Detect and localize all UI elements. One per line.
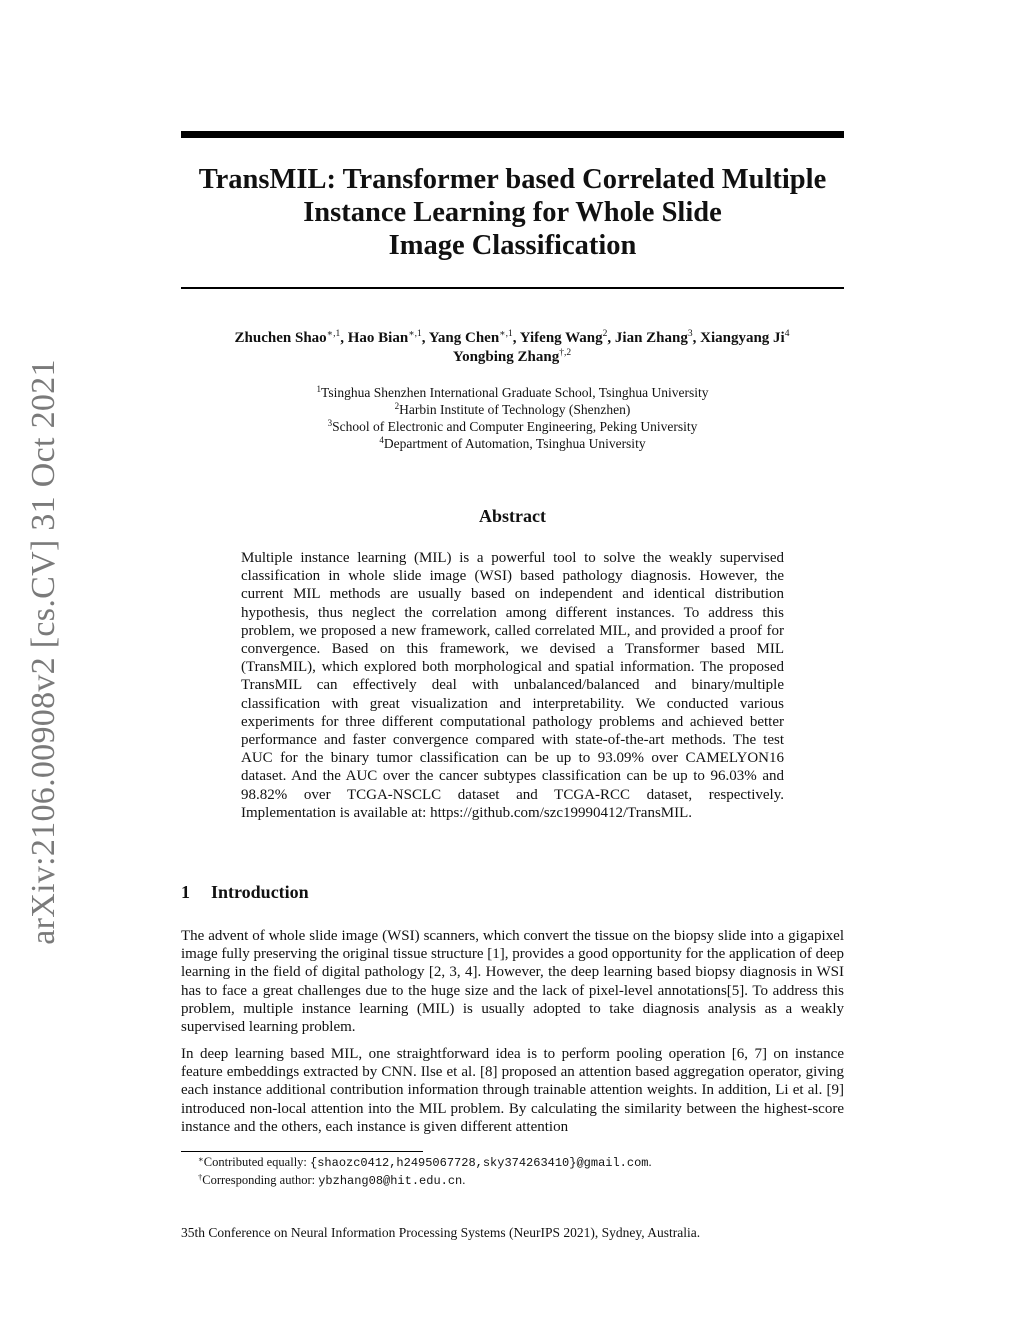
author-list bbox=[150, 329, 874, 367]
abstract-heading: Abstract bbox=[479, 506, 546, 526]
author-marker: 4 bbox=[784, 329, 790, 339]
intro-paragraph: In deep learning based MIL, one straightforward idea is to perform pooling operation [6, 7] on instance feature embeddings extracted by CNN. Ilse et al. [8] proposed an attention based aggregation operator, giving each instance additional contribution information through trainable attention weights. In addition, Li et al. [9] introduced non-local attention into the MIL problem. By calculating the similarity between the highest-score instance and the others, each instance is given different attention bbox=[181, 1046, 844, 1135]
author-marker: ∗,1 bbox=[326, 329, 341, 339]
affiliation: $^1$Tsinghua Shenzhen International Graduate School, Tsinghua University bbox=[316, 384, 709, 400]
title-top-rule bbox=[181, 131, 844, 138]
title-line-1: TransMIL: Transformer based Correlated Multiple bbox=[198, 164, 827, 195]
email-link[interactable]: ybzhang08@hit.edu.cn bbox=[318, 1174, 463, 1188]
email-link[interactable]: {shaozc0412,h2495067728,sky374263410}@gmail.com bbox=[310, 1156, 649, 1170]
section-number: 1 bbox=[181, 882, 190, 902]
author-name: Jian Zhang bbox=[614, 330, 688, 346]
affiliations bbox=[181, 384, 844, 452]
arxiv-id: arXiv:2106.00908v2 [cs.CV] 31 Oct 2021 bbox=[25, 359, 62, 945]
conference-note: 35th Conference on Neural Information Processing Systems (NeurIPS 2021), Sydney, Australia. bbox=[181, 1225, 701, 1240]
footnote-rule bbox=[181, 1151, 423, 1152]
affiliation: $^4$Department of Automation, Tsinghua University bbox=[379, 435, 646, 451]
title-line-2: Instance Learning for Whole Slide bbox=[303, 197, 722, 228]
author-name: Yongbing Zhang bbox=[452, 349, 560, 365]
author-line-1: Zhuchen Shao$^{∗,1}$, Hao Bian$^{∗,1}$, Yang Chen$^{∗,1}$, Yifeng Wang$^2$, Jian Zhang$^3$, Xiangyang Ji$^4$ bbox=[234, 329, 790, 346]
author-marker: ∗,1 bbox=[408, 329, 422, 339]
author-name: Yifeng Wang bbox=[519, 330, 603, 346]
abstract-text: Multiple instance learning (MIL) is a powerful tool to solve the weakly supervised classification in whole slide image (WSI) based pathology diagnosis. However, the current MIL methods are usually based on independent and identical distribution hypothesis, thus neglect the correlation among different instances. To address this problem, we proposed a new framework, called correlated MIL, and provided a proof for convergence. Based on this framework, we devised a Transformer based MIL (TransMIL), which explored both morphological and spatial information. The proposed TransMIL can effectively deal with unbalanced/balanced and binary/multiple classification with great visualization and interpretability. We conducted various experiments for three different computational pathology problems and achieved better performance and faster convergence compared with state-of-the-art methods. The test AUC for the binary tumor classification can be up to 93.09% over CAMELYON16 dataset. And the AUC over the cancer subtypes classification can be up to 96.03% and 98.82% over TCGA-NSCLC dataset and TCGA-RCC dataset, respectively. Implementation is available at: https://github.com/szc19990412/TransMIL. bbox=[241, 550, 784, 821]
paper-title bbox=[181, 163, 844, 262]
author-name: Hao Bian bbox=[347, 330, 409, 346]
author-marker: 2 bbox=[602, 329, 608, 339]
author-line-2 bbox=[150, 348, 874, 367]
author-marker: 3 bbox=[687, 329, 693, 339]
section-heading bbox=[181, 882, 309, 903]
affiliation: $^3$School of Electronic and Computer Engineering, Peking University bbox=[327, 418, 698, 434]
affiliation: $^2$Harbin Institute of Technology (Shenzhen) bbox=[394, 401, 631, 417]
title-bottom-rule bbox=[181, 287, 844, 289]
footnote: ∗Contributed equally: {shaozc0412,h2495067728,sky374263410}@gmail.com. bbox=[198, 1154, 652, 1170]
author-name: Zhuchen Shao bbox=[234, 330, 327, 346]
arxiv-stamp bbox=[18, 359, 70, 945]
author-name: Xiangyang Ji bbox=[700, 330, 785, 346]
author-marker: †,2 bbox=[559, 348, 572, 358]
intro-paragraph: The advent of whole slide image (WSI) scanners, which convert the tissue on the biopsy slide into a gigapixel image fully preserving the original tissue structure [1], provides a good opportunity for the application of deep learning in the field of digital pathology [2, 3, 4]. However, the deep learning based biopsy diagnosis in WSI has to face a great challenges due to the huge size and the lack of pixel-level annotations[5]. To address this problem, multiple instance learning (MIL) is usually adopted to take diagnosis analysis as a weakly supervised learning problem. bbox=[181, 928, 844, 1036]
author-name: Yang Chen bbox=[428, 330, 500, 346]
author-marker: ∗,1 bbox=[499, 329, 513, 339]
footnotes bbox=[198, 1154, 652, 1190]
footnote: †Corresponding author: ybzhang08@hit.edu.cn. bbox=[198, 1172, 466, 1188]
section-title: Introduction bbox=[211, 882, 309, 902]
title-line-3: Image Classification bbox=[388, 230, 637, 261]
